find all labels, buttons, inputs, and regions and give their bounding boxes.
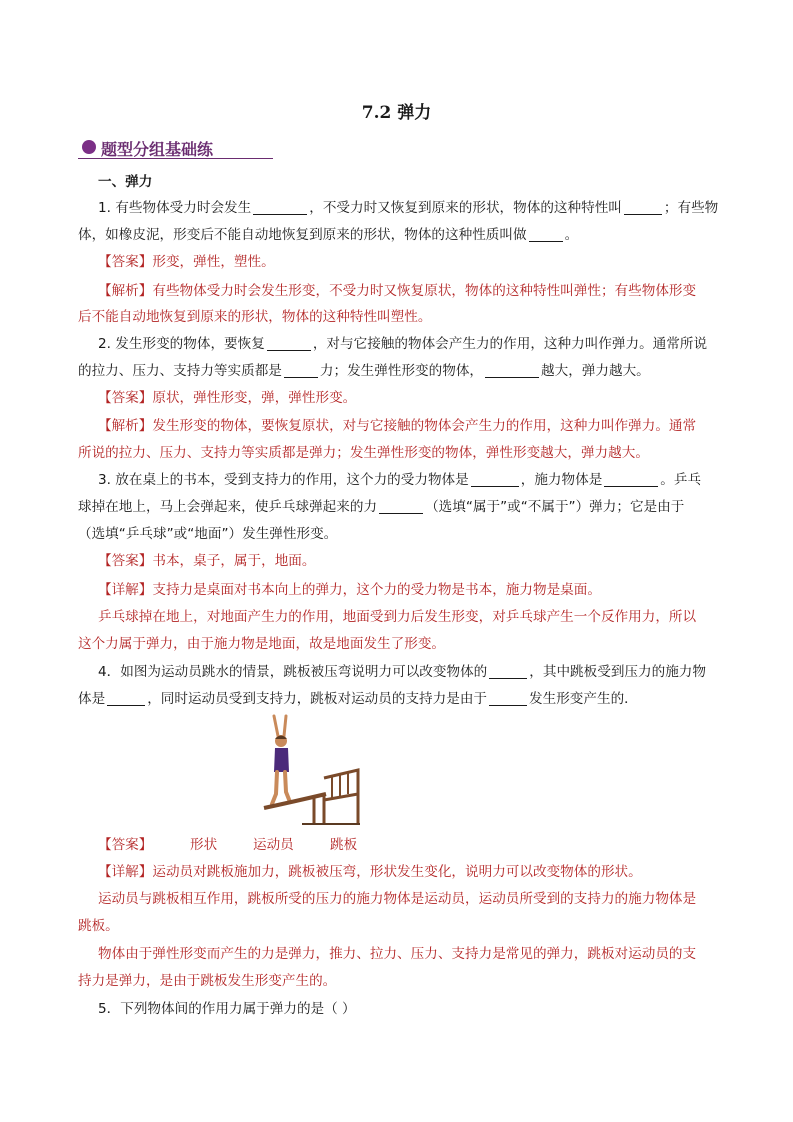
q3-text: 球掉在地上，马上会弹起来，使乒乓球弹起来的力 (78, 499, 378, 515)
detail-text: 运动员对跳板施加力，跳板被压弯，形状发生变化，说明力可以改变物体的形状。 (152, 864, 642, 880)
subsection-title: 一、弹力 (98, 174, 153, 190)
q2-line-1 (78, 331, 743, 357)
q4-detail-line-5: 持力是弹力，是由于跳板发生形变产生的。 (78, 973, 337, 989)
q3-text: （选填“属于”或“不属于”）弹力；它是由于 (425, 499, 685, 515)
q2-answer (78, 385, 743, 411)
answer-tag: 【答案】 (98, 390, 153, 406)
page-title: 7.2 弹力 (361, 103, 432, 123)
q2-analysis-line-2: 所说的拉力、压力、支持力等实质都是弹力；发生弹性形变的物体，弹性形变越大，弹力越大。 (78, 445, 649, 461)
answer-tag: 【答案】 (98, 553, 153, 569)
answer-tag: 【答案】 (98, 254, 153, 270)
q4-text: ，其中跳板受到压力的施力物 (529, 664, 706, 680)
answer-blank[interactable] (107, 691, 145, 706)
answer-text: 跳板 (330, 837, 358, 853)
q1-text: 。 (564, 227, 579, 243)
q4-detail-line-2: 运动员与跳板相互作用，跳板所受的压力的施力物体是运动员，运动员所受到的支持力的施力物体是 (98, 891, 697, 907)
answer-text: 运动员 (253, 837, 294, 853)
q2-text: ，对与它接触的物体会产生力的作用，这种力叫作弹力。通常所说 (312, 336, 708, 352)
answer-text: 原状，弹性形变，弹，弹性形变。 (152, 390, 357, 406)
q3-answer (78, 548, 743, 574)
analysis-tag: 【解析】 (98, 418, 153, 434)
answer-text: 形变，弹性，塑性。 (152, 254, 275, 270)
q1-line-1 (78, 195, 743, 221)
detail-tag: 【详解】 (98, 582, 153, 598)
q3-text: 3. 放在桌上的书本，受到支持力的作用，这个力的受力物体是 (98, 472, 469, 488)
answer-blank[interactable] (485, 363, 539, 378)
q1-analysis-line-2: 后不能自动地恢复到原来的形状，物体的这种特性叫塑性。 (78, 309, 432, 325)
section-header (78, 136, 273, 159)
answer-text: 书本，桌子，属于，地面。 (152, 553, 316, 569)
q4-text: ，同时运动员受到支持力，跳板对运动员的支持力是由于 (147, 691, 488, 707)
analysis-tag: 【解析】 (98, 283, 153, 299)
answer-blank[interactable] (489, 664, 527, 679)
answer-blank[interactable] (284, 363, 318, 378)
q3-line-3: （选填“乒乓球”或“地面”）发生弹性形变。 (78, 526, 338, 542)
answer-text: 形状 (190, 837, 218, 853)
answer-blank[interactable] (529, 227, 563, 242)
q4-line-1 (78, 659, 743, 685)
q4-detail-line-3: 跳板。 (78, 918, 119, 934)
answer-blank[interactable] (471, 472, 519, 487)
q4-text: 体是 (78, 691, 106, 707)
q2-text: 越大，弹力越大。 (541, 363, 650, 379)
answer-blank[interactable] (253, 200, 307, 215)
q3-detail-line-2: 乒乓球掉在地上，对地面产生力的作用，地面受到力后发生形变，对乒乓球产生一个反作用力，所以 (98, 609, 697, 625)
q2-text: 2. 发生形变的物体，要恢复 (98, 336, 265, 352)
detail-text: 支持力是桌面对书本向上的弹力，这个力的受力物是书本，施力物是桌面。 (152, 582, 601, 598)
answer-blank[interactable] (267, 336, 311, 351)
q3-line-2 (78, 494, 723, 520)
q1-answer (78, 249, 743, 275)
answer-blank[interactable] (489, 691, 527, 706)
section-header-label: 题型分组基础练 (101, 140, 214, 159)
bullet-dot-icon (82, 140, 96, 154)
q4-text: 4．如图为运动员跳水的情景，跳板被压弯说明力可以改变物体的 (98, 664, 488, 680)
answer-tag: 【答案】 (98, 837, 153, 853)
answer-blank[interactable] (379, 499, 423, 514)
diver-on-springboard-figure (262, 714, 360, 826)
q1-text: ；有些物 (663, 200, 719, 216)
answer-blank[interactable] (624, 200, 662, 215)
q1-text: ，不受力时又恢复到原来的形状，物体的这种特性叫 (309, 200, 622, 216)
q2-analysis-line-1 (78, 413, 743, 439)
q3-line-1 (78, 467, 743, 493)
q3-detail-line-1 (78, 577, 743, 603)
q2-text: 力；发生弹性形变的物体， (319, 363, 484, 379)
q1-text: 1. 有些物体受力时会发生 (98, 200, 252, 216)
q4-detail-line-1 (78, 859, 743, 885)
q3-text: 。乒乓 (660, 472, 702, 488)
q4-answer (78, 832, 723, 858)
q4-line-2 (78, 686, 723, 712)
detail-tag: 【详解】 (98, 864, 153, 880)
q1-text: 体，如橡皮泥，形变后不能自动地恢复到原来的形状，物体的这种性质叫做 (78, 227, 527, 243)
q5-line-1: 5．下列物体间的作用力属于弹力的是（ ） (98, 1001, 356, 1017)
q4-text: 发生形变产生的． (529, 691, 638, 707)
q3-detail-line-3: 这个力属于弹力，由于施力物是地面，故是地面发生了形变。 (78, 636, 446, 652)
analysis-text: 有些物体受力时会发生形变，不受力时又恢复原状，物体的这种特性叫弹性；有些物体形变 (152, 283, 697, 299)
q2-line-2 (78, 358, 723, 384)
q2-text: 的拉力、压力、支持力等实质都是 (78, 363, 282, 379)
q1-analysis-line-1 (78, 278, 743, 304)
q1-line-2 (78, 222, 723, 248)
answer-blank[interactable] (604, 472, 658, 487)
q4-detail-line-4: 物体由于弹性形变而产生的力是弹力，推力、拉力、压力、支持力是常见的弹力，跳板对运动员的支 (98, 946, 697, 962)
analysis-text: 发生形变的物体，要恢复原状，对与它接触的物体会产生力的作用，这种力叫作弹力。通常 (152, 418, 697, 434)
q3-text: ，施力物体是 (520, 472, 603, 488)
